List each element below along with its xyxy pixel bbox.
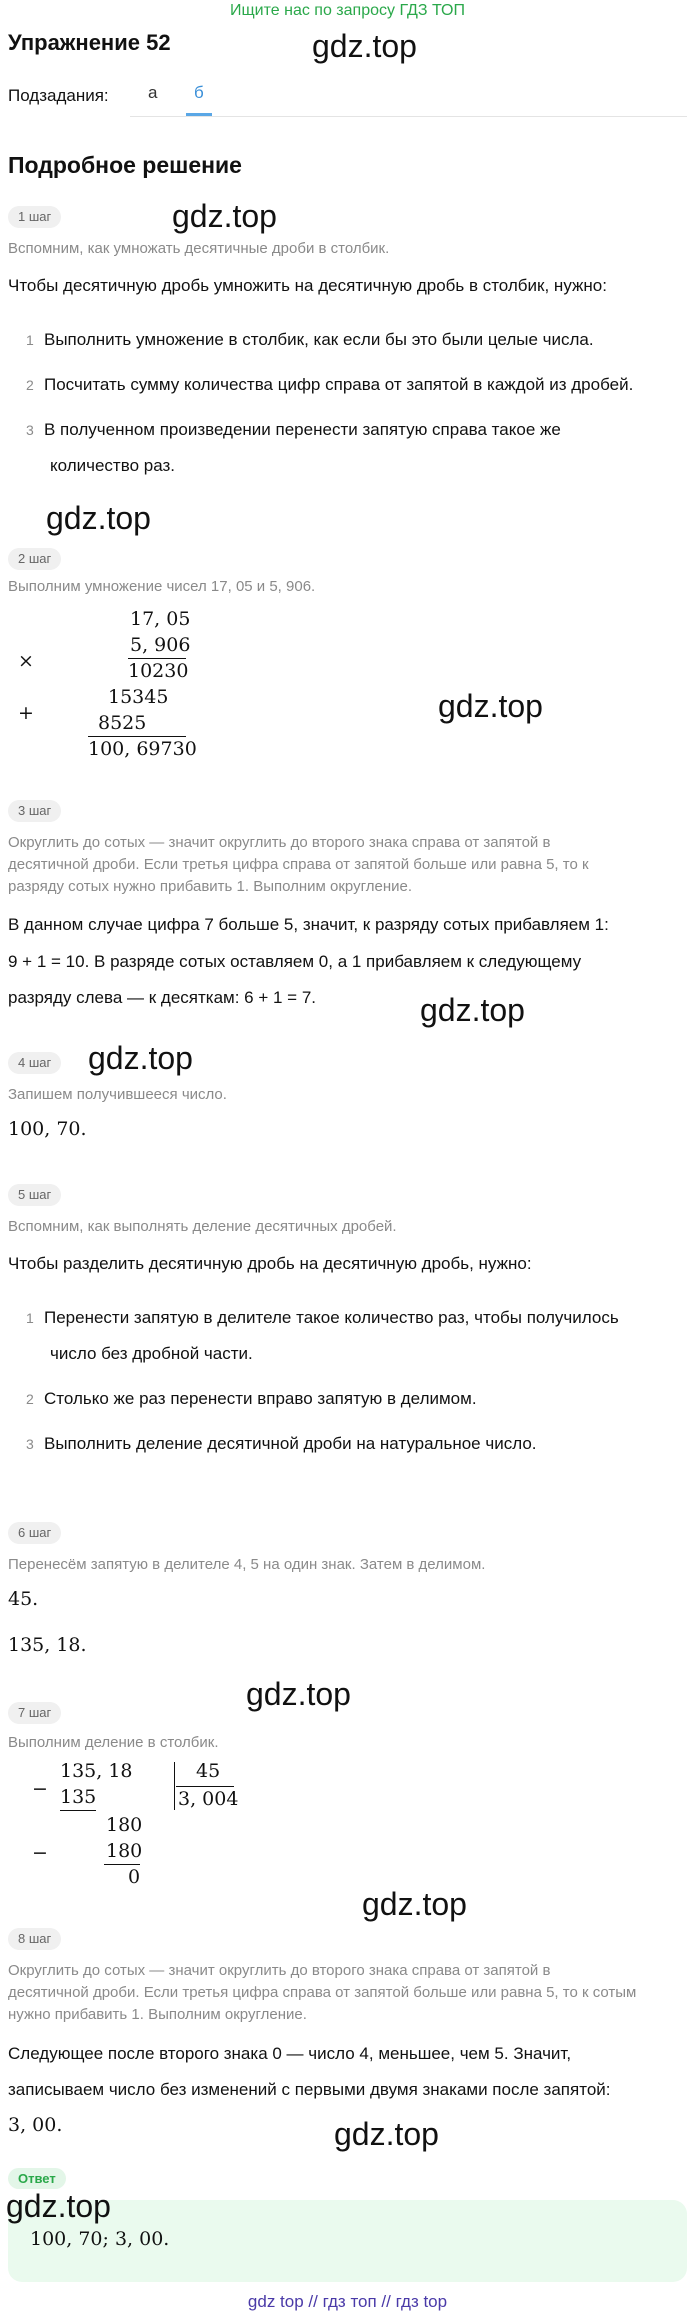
- step-badge-2: 2 шаг: [8, 548, 61, 570]
- watermark: gdz.top: [438, 688, 543, 724]
- remainder-1: 180: [106, 1814, 143, 1836]
- answer-value: 100, 70; 3, 00.: [30, 2228, 170, 2250]
- list-item-continuation: число без дробной части.: [50, 1344, 253, 1363]
- watermark: gdz.top: [88, 1040, 193, 1076]
- step-text: Чтобы разделить десятичную дробь на десятичную дробь, нужно:: [8, 1254, 532, 1273]
- step-text: записываем число без изменений с первыми двумя знаками после запятой:: [8, 2080, 611, 2099]
- tab-b[interactable]: б: [186, 83, 212, 116]
- step-text: В данном случае цифра 7 больше 5, значит, к разряду сотых прибавляем 1:: [8, 915, 609, 934]
- quotient: 3, 004: [178, 1788, 239, 1810]
- list-item: Выполнить деление десятичной дроби на натуральное число.: [44, 1434, 537, 1453]
- step-hint: Вспомним, как выполнять деление десятичных дробей.: [8, 1218, 397, 1235]
- list-item: Столько же раз перенести вправо запятую в делимом.: [44, 1389, 477, 1408]
- step-text: Чтобы десятичную дробь умножить на десятичную дробь в столбик, нужно:: [8, 276, 607, 295]
- divisor-value: 45.: [8, 1588, 39, 1610]
- tab-a[interactable]: а: [148, 83, 158, 102]
- list-item-continuation: количество раз.: [50, 456, 175, 475]
- footer-links[interactable]: gdz top // гдз топ // гдз top: [247, 2292, 448, 2311]
- remainder-2: 0: [128, 1866, 141, 1888]
- tab-divider: [130, 116, 687, 117]
- rule: [104, 1864, 140, 1865]
- step-hint: Вспомним, как умножать десятичные дроби в столбик.: [8, 240, 390, 257]
- step-badge-3: 3 шаг: [8, 800, 61, 822]
- list-number: 1: [26, 1310, 34, 1326]
- subtasks-label: Подзадания:: [8, 86, 109, 105]
- multiply-sign: ×: [18, 650, 34, 672]
- step-hint: десятичной дроби. Если третья цифра справа от запятой больше или равна 5, то к сотым: [8, 1984, 637, 2001]
- step-hint: Округлить до сотых — значит округлить до второго знака справа от запятой в: [8, 1962, 551, 1979]
- step-hint: Запишем получившееся число.: [8, 1086, 227, 1103]
- list-number: 3: [26, 1436, 34, 1452]
- product-result: 100, 69730: [88, 738, 197, 760]
- list-item: Посчитать сумму количества цифр справа от запятой в каждой из дробей.: [44, 375, 634, 394]
- plus-sign: +: [18, 702, 34, 724]
- watermark: gdz.top: [420, 992, 525, 1028]
- dividend: 135, 18: [60, 1760, 133, 1782]
- dividend-value: 135, 18.: [8, 1634, 87, 1656]
- watermark: gdz.top: [334, 2116, 439, 2152]
- list-number: 2: [26, 1391, 34, 1407]
- search-banner: Ищите нас по запросу ГДЗ ТОП: [230, 2, 465, 19]
- step-badge-4: 4 шаг: [8, 1052, 61, 1074]
- step-badge-5: 5 шаг: [8, 1184, 61, 1206]
- rule: [60, 1810, 96, 1811]
- minus-sign: −: [32, 1778, 48, 1800]
- step-badge-8: 8 шаг: [8, 1928, 61, 1950]
- step-badge-7: 7 шаг: [8, 1702, 61, 1724]
- factor-b: 5, 906: [130, 634, 191, 656]
- rule: [88, 736, 186, 737]
- step-hint: Перенесём запятую в делителе 4, 5 на один знак. Затем в делимом.: [8, 1556, 486, 1573]
- list-item: Перенести запятую в делителе такое количество раз, чтобы получилось: [44, 1308, 619, 1327]
- step-text: 9 + 1 = 10. В разряде сотых оставляем 0, а 1 прибавляем к следующему: [8, 952, 582, 971]
- watermark: gdz.top: [312, 28, 417, 64]
- step-text: Следующее после второго знака 0 — число 4, меньшее, чем 5. Значит,: [8, 2044, 572, 2063]
- subtrahend-1: 135: [60, 1786, 97, 1808]
- watermark: gdz.top: [172, 198, 277, 234]
- answer-badge: Ответ: [8, 2168, 66, 2189]
- list-item: В полученном произведении перенести запятую справа такое же: [44, 420, 561, 439]
- step-badge-6: 6 шаг: [8, 1522, 61, 1544]
- step-hint: Выполним деление в столбик.: [8, 1734, 219, 1751]
- step-hint: Выполним умножение чисел 17, 05 и 5, 906.: [8, 578, 316, 595]
- list-number: 2: [26, 377, 34, 393]
- step-hint: нужно прибавить 1. Выполним округление.: [8, 2006, 307, 2023]
- step-text: разряду слева — к десяткам: 6 + 1 = 7.: [8, 988, 317, 1007]
- division-bar: [174, 1762, 175, 1810]
- result-value: 3, 00.: [8, 2114, 63, 2136]
- step-hint: разряду сотых нужно прибавить 1. Выполним округление.: [8, 878, 413, 895]
- rule: [128, 658, 186, 659]
- list-number: 1: [26, 332, 34, 348]
- partial-product-1: 10230: [128, 660, 189, 682]
- partial-product-2: 15345: [108, 686, 169, 708]
- list-item: Выполнить умножение в столбик, как если бы это были целые числа.: [44, 330, 594, 349]
- section-title: Подробное решение: [8, 152, 242, 178]
- partial-product-3: 8525: [98, 712, 147, 734]
- watermark: gdz.top: [246, 1676, 351, 1712]
- divisor: 45: [196, 1760, 221, 1782]
- step-hint: десятичной дроби. Если третья цифра справа от запятой больше или равна 5, то к: [8, 856, 589, 873]
- list-number: 3: [26, 422, 34, 438]
- result-value: 100, 70.: [8, 1118, 87, 1140]
- step-hint: Округлить до сотых — значит округлить до второго знака справа от запятой в: [8, 834, 551, 851]
- subtrahend-2: 180: [106, 1840, 143, 1862]
- rule: [176, 1786, 234, 1787]
- watermark: gdz.top: [6, 2188, 111, 2224]
- minus-sign: −: [32, 1842, 48, 1864]
- page-title: Упражнение 52: [8, 30, 171, 55]
- step-badge-1: 1 шаг: [8, 206, 61, 228]
- watermark: gdz.top: [46, 500, 151, 536]
- factor-a: 17, 05: [130, 608, 191, 630]
- watermark: gdz.top: [362, 1886, 467, 1922]
